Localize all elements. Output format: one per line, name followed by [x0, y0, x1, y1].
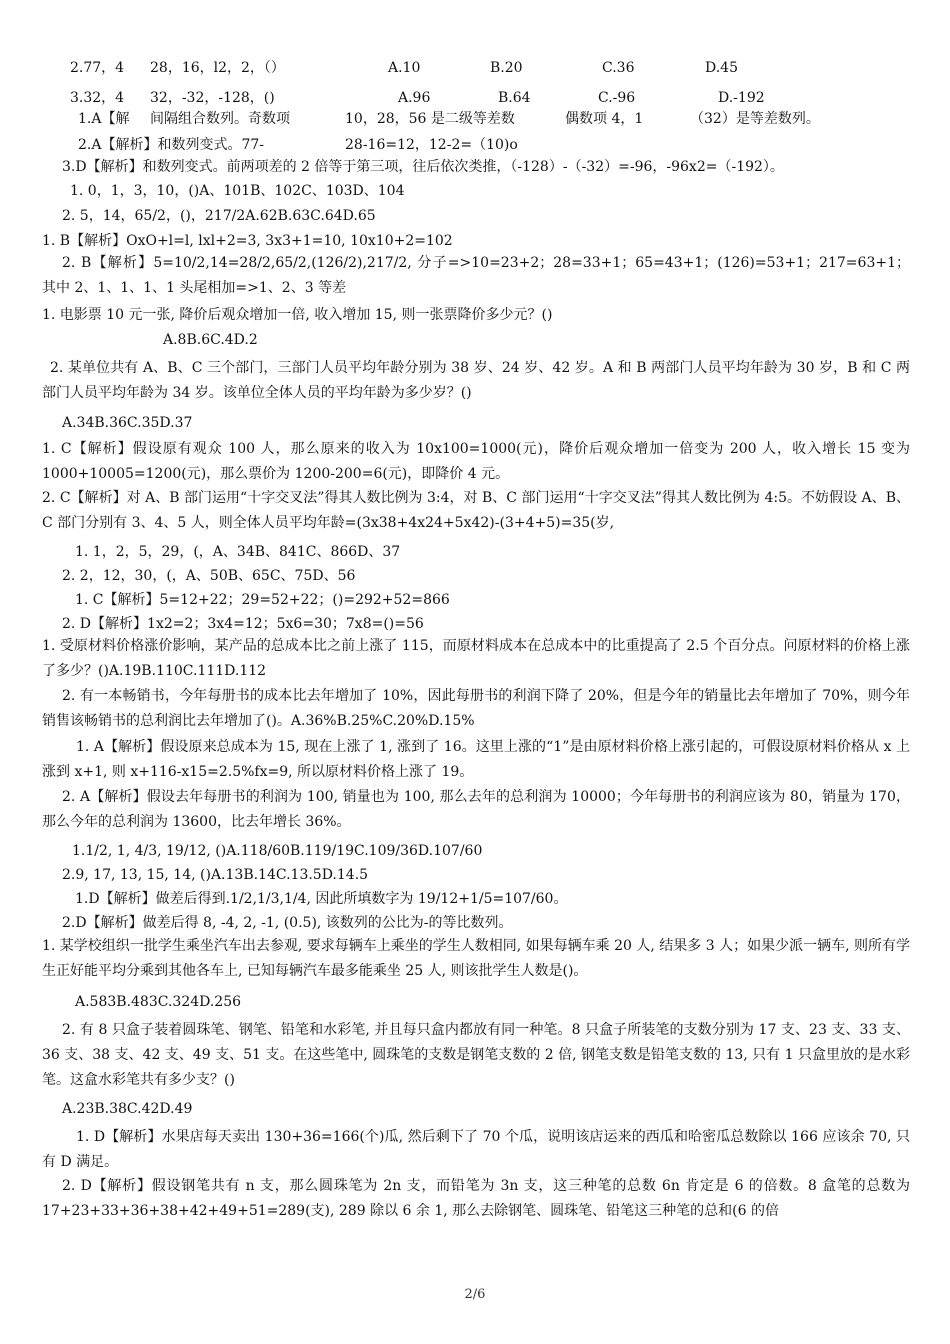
answer-paragraph: 2. D【解析】假设钢笔共有 n 支，那么圆珠笔为 2n 支，而铅笔为 3n 支，这三种笔的总数 6n 肯定是 6 的倍数。8 盒笔的总数为 17+23+33+36+38+42+49+51=289(支), 289 除以 6 余 1, 那么去除钢笔、圆珠笔、铅笔这三种笔的总和(6 的倍: [42, 1178, 910, 1219]
answer-line: 1.D【解析】做差后得到.1/2,1/3,1/4, 因此所填数字为 19/12+1/5=107/60。: [75, 891, 568, 907]
q3-option-d: D.-192: [718, 90, 765, 106]
options-line: A.34B.36C.35D.37: [62, 415, 193, 431]
question-line: 2. 2，12，30，(，A、50B、65C、75D、56: [62, 568, 356, 584]
question-line: 2.9, 17, 13, 15, 14, ()A.13B.14C.13.5D.14.5: [62, 867, 369, 883]
question-line: 1. 0，1，3，10，()A、101B、102C、103D、104: [70, 183, 405, 199]
answer-paragraph: 2. B【解析】5=10/2,14=28/2,65/2,(126/2),217/2, 分子=>10=23+2；28=33+1；65=43+1；(126)=53+1；217=63+1；其中 2、1、1、1、1 头尾相加=>1、2、3 等差: [42, 255, 910, 296]
question-line: 1. 电影票 10 元一张, 降价后观众增加一倍, 收入增加 15, 则一张票降价多少元？(): [42, 307, 553, 323]
q2-option-b: B.20: [490, 60, 523, 76]
q3-option-c: C.-96: [598, 90, 636, 106]
answer-line: 1. B【解析】OxO+l=l, lxl+2=3, 3x3+1=10, 10x10+2=102: [42, 233, 453, 249]
question-paragraph: 2. 某单位共有 A、B、C 三个部门，三部门人员平均年龄分别为 38 岁、24 岁、42 岁。A 和 B 两部门人员平均年龄为 30 岁，B 和 C 两部门人员平均年龄为 34 岁。该单位全体人员的平均年龄为多少岁？(): [42, 360, 910, 401]
question-paragraph: 1. 某学校组织一批学生乘坐汽车出去参观, 要求每辆车上乘坐的学生人数相同, 如果每辆车乘 20 人, 结果多 3 人；如果少派一辆车, 则所有学生正好能平均分乘到其他各车上, 已知每辆汽车最多能乘坐 25 人, 则该批学生人数是()。: [42, 938, 910, 979]
answer-1-text-b: 10，28，56 是二级等差数: [345, 111, 515, 127]
q3-option-a: A.96: [398, 90, 431, 106]
q3-number: 3.32，4: [70, 90, 125, 106]
answer-line: 2.D【解析】做差后得 8, -4, 2, -1, (0.5), 该数列的公比为-的等比数列。: [62, 915, 513, 931]
answer-paragraph: 2. A【解析】假设去年每册书的利润为 100, 销量也为 100, 那么去年的总利润为 10000；今年每册书的利润应该为 80，销量为 170，那么今年的总利润为 13600，比去年增长 36%。: [42, 789, 910, 830]
answer-line: 1. C【解析】5=12+22；29=52+22；()=292+52=866: [75, 592, 450, 608]
question-paragraph: 2. 有一本畅销书，今年每册书的成本比去年增加了 10%，因此每册书的利润下降了 20%，但是今年的销量比去年增加了 70%，则今年销售该畅销书的总利润比去年增加了()。A.36%B.25%C.20%D.15%: [42, 688, 910, 729]
answer-3: 3.D【解析】和数列变式。前两项差的 2 倍等于第三项，往后依次类推，（-128）-（-32）=-96，-96x2=（-192）。: [62, 159, 784, 175]
answer-1-text-d: （32）是等差数列。: [690, 111, 820, 127]
options-line: A.8B.6C.4D.2: [163, 332, 258, 348]
q3-sequence: 32，-32，-128，(): [150, 90, 275, 106]
q3-option-b: B.64: [498, 90, 531, 106]
q2-option-d: D.45: [705, 60, 738, 76]
answer-paragraph: 1. A【解析】假设原来总成本为 15, 现在上涨了 1, 涨到了 16。这里上涨的“1”是由原材料价格上涨引起的，可假设原材料价格从 x 上涨到 x+1, 则 x+116-x15=2.5%fx=9, 所以原材料价格上涨了 19。: [42, 739, 910, 780]
question-line: 2. 5，14，65/2，()，217/2A.62B.63C.64D.65: [62, 208, 376, 224]
options-line: A.23B.38C.42D.49: [62, 1101, 193, 1117]
page-number: 2/6: [464, 1287, 486, 1302]
q2-number: 2.77，4: [70, 60, 125, 76]
q2-sequence: 28，16，l2，2，（）: [150, 60, 285, 76]
answer-paragraph: 2. C【解析】对 A、B 部门运用“十字交叉法”得其人数比例为 3:4，对 B、C 部门运用“十字交叉法”得其人数比例为 4:5。不妨假设 A、B、C 部门分别有 3、4、5 人，则全体人员平均年龄=(3x38+4x24+5x42)-(3+4+5)=35(岁,: [42, 490, 910, 531]
answer-1-text-c: 偶数项 4，1: [565, 111, 644, 127]
q2-option-a: A.10: [388, 60, 421, 76]
answer-line: 2. D【解析】1x2=2；3x4=12；5x6=30；7x8=()=56: [62, 616, 424, 632]
answer-paragraph: 1. D【解析】水果店每天卖出 130+36=166(个)瓜, 然后剩下了 70 个瓜，说明该店运来的西瓜和哈密瓜总数除以 166 应该余 70, 只有 D 满足。: [42, 1129, 910, 1170]
q2-option-c: C.36: [602, 60, 635, 76]
answer-2-b: 28-16=12，12-2=（10)o: [345, 137, 518, 153]
answer-1-label: 1.A【解: [78, 111, 130, 127]
question-line: 1. 1，2，5，29，(，A、34B、841C、866D、37: [75, 544, 401, 560]
question-line: 1.1/2, 1, 4/3, 19/12, ()A.118/60B.119/19C.109/36D.107/60: [72, 843, 483, 859]
answer-1-text-a: 间隔组合数列。奇数项: [150, 111, 290, 127]
answer-2-a: 2.A【解析】和数列变式。77-: [78, 137, 265, 153]
question-paragraph: 1. 受原材料价格涨价影响，某产品的总成本比之前上涨了 115，而原材料成本在总成本中的比重提高了 2.5 个百分点。问原材料的价格上涨了多少？()A.19B.110C.111D.112: [42, 638, 910, 679]
question-paragraph: 2. 有 8 只盒子装着圆珠笔、钢笔、铅笔和水彩笔, 并且每只盒内都放有同一种笔。8 只盒子所装笔的支数分别为 17 支、23 支、33 支、36 支、38 支、42 支、49 支、51 支。在这些笔中, 圆珠笔的支数是钢笔支数的 2 倍, 钢笔支数是铅笔支数的 13, 只有 1 只盒里放的是水彩笔。这盒水彩笔共有多少支？(): [42, 1022, 910, 1088]
options-line: A.583B.483C.324D.256: [75, 994, 242, 1010]
answer-paragraph: 1. C【解析】假设原有观众 100 人，那么原来的收入为 10x100=1000(元)，降价后观众增加一倍变为 200 人，收入增长 15 变为 1000+10005=1200(元)，那么票价为 1200-200=6(元)，即降价 4 元。: [42, 441, 910, 482]
